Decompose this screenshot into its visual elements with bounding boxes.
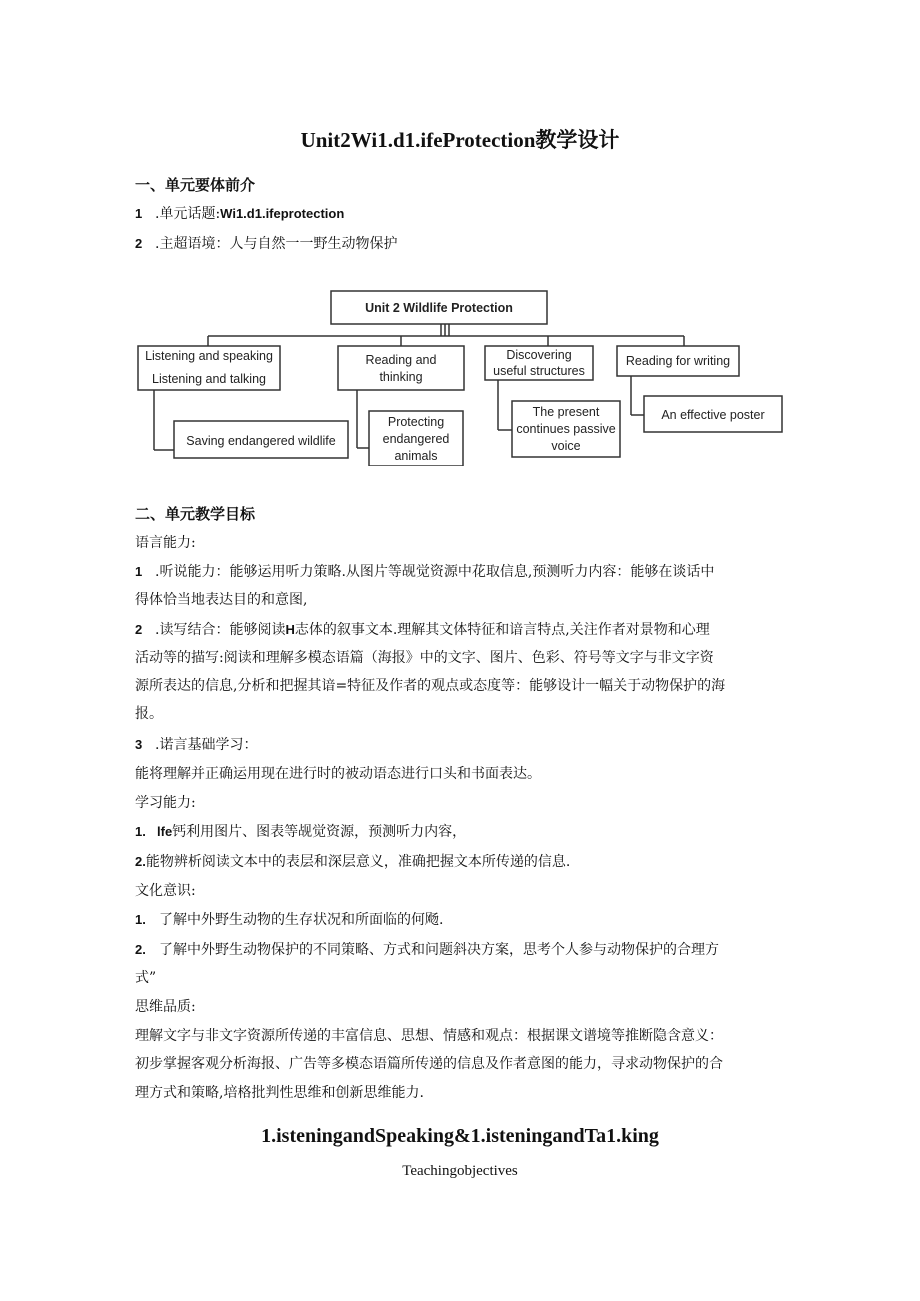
branch1-child-label: Saving endangered wildlife [186, 434, 336, 448]
bold-fragment: H [285, 622, 295, 637]
item-number: 2 [135, 236, 143, 251]
theme-context-line [135, 232, 397, 256]
thinking-quality-label: 思维品质: [135, 999, 196, 1015]
unit-structure-diagram [136, 288, 786, 466]
reading-writing-goal: .读写结合：能够阅读 [155, 622, 286, 638]
language-basics-goal: .诺言基础学习： [155, 737, 258, 753]
bold-fragment: lfe [157, 824, 173, 839]
learning-ability-label: 学习能力: [135, 795, 196, 811]
branch4-child-label: An effective poster [661, 408, 765, 422]
paragraph-line: 能将理解并正确运用现在进行时的被动语态进行口头和书面表达。 [135, 766, 541, 782]
section1-heading: 一、单元要体前介 [135, 176, 256, 194]
paragraph-line [135, 733, 257, 757]
paragraph-line [135, 938, 719, 962]
lesson-title: 1.isteningandSpeaking&1.isteningandTa1.king [261, 1125, 659, 1147]
theme-context-text: .主超语境：人与自然一一野生动物保护 [155, 236, 398, 252]
branch3-child-line2: continues passive [516, 422, 616, 436]
paragraph-line [135, 850, 570, 874]
paragraph-line [135, 560, 714, 584]
paragraph-line: 理解文字与非文字资源所传递的丰富信息、思想、情感和观点：根据课文谱境等推断隐含意义： [135, 1028, 723, 1044]
branch2-line1: Reading and [365, 353, 437, 367]
branch4-label: Reading for writing [625, 354, 731, 368]
culture-awareness-label: 文化意识: [135, 883, 196, 899]
item-number: 1 [135, 564, 143, 579]
paragraph-line: 报。 [135, 706, 163, 722]
root-label: Unit 2 Wildlife Protection [365, 301, 513, 315]
document-title: Unit2Wi1.d1.ifeProtection教学设计 [300, 128, 620, 152]
branch2-child-line3: animals [394, 449, 438, 463]
branch1-line1: Listening and speaking [145, 349, 273, 363]
item-number: 2. [135, 942, 146, 957]
paragraph-line: 活动等的描写:阅读和理解多模态语篇（海报》中的文字、图片、色彩、符号等文字与非文字资 [135, 650, 714, 666]
branch3-line2: useful structures [493, 364, 585, 378]
learning-goal-1: 钙利用图片、图表等觇觉资源，预测听力内容， [172, 824, 467, 840]
paragraph-line: 初步掌握客观分析海报、广告等多模态语篇所传递的信息及作者意图的能力，寻求动物保护的合 [135, 1056, 723, 1072]
paragraph-line [135, 618, 710, 642]
item-number: 1. [135, 912, 146, 927]
branch2-child-line1: Protecting [387, 415, 445, 429]
unit-topic-label: .单元话题: [155, 206, 221, 222]
paragraph-line: 得体恰当地表达目的和意图, [135, 592, 308, 608]
item-number: 1 [135, 206, 143, 221]
paragraph-line [135, 820, 466, 844]
paragraph-line: 源所表达的信息,分析和把握其谙=特征及作者的观点或态度等：能够设计一幅关于动物保护的海 [135, 678, 726, 694]
listening-speaking-goal: .听说能力：能够运用听力策略.从图片等觇觉资源中花取信息,预测听力内容：能够在谈话中 [155, 564, 715, 580]
branch1-line2: Listening and talking [152, 372, 266, 386]
branch2-child-line2: endangered [382, 432, 450, 446]
branch3-child-line1: The present [532, 405, 600, 419]
branch3-child-line3: voice [551, 439, 581, 453]
learning-goal-2: 能物辨析阅读文本中的表层和深层意义，准确把握文本所传递的信息. [145, 854, 571, 870]
culture-goal-1: 了解中外野生动物的生存状况和所面临的何飏. [159, 912, 444, 928]
branch3-line1: Discovering [506, 348, 572, 362]
item-number: 1. [135, 824, 146, 839]
unit-topic-value: Wi1.d1.ifeprotection [220, 206, 345, 221]
unit-topic-line [135, 202, 344, 226]
teaching-objectives-heading: Teachingobjectives [402, 1163, 518, 1179]
reading-writing-goal-cont: 志体的叙事文本.理解其文体特征和谙言特点,关注作者对景物和心理 [294, 622, 710, 638]
item-number: 3 [135, 737, 143, 752]
paragraph-line: 式” [135, 970, 157, 986]
branch2-line2: thinking [379, 370, 423, 384]
item-number: 2. [135, 854, 146, 869]
paragraph-line: 理方式和策略,培格批判性思维和创新思维能力. [135, 1085, 424, 1101]
section2-heading: 二、单元教学目标 [135, 505, 256, 523]
culture-goal-2: 了解中外野生动物保护的不同策略、方式和问题斜决方案，思考个人参与动物保护的合理方 [159, 942, 719, 958]
item-number: 2 [135, 622, 143, 637]
language-ability-label: 语言能力: [135, 535, 196, 551]
paragraph-line [135, 908, 443, 932]
